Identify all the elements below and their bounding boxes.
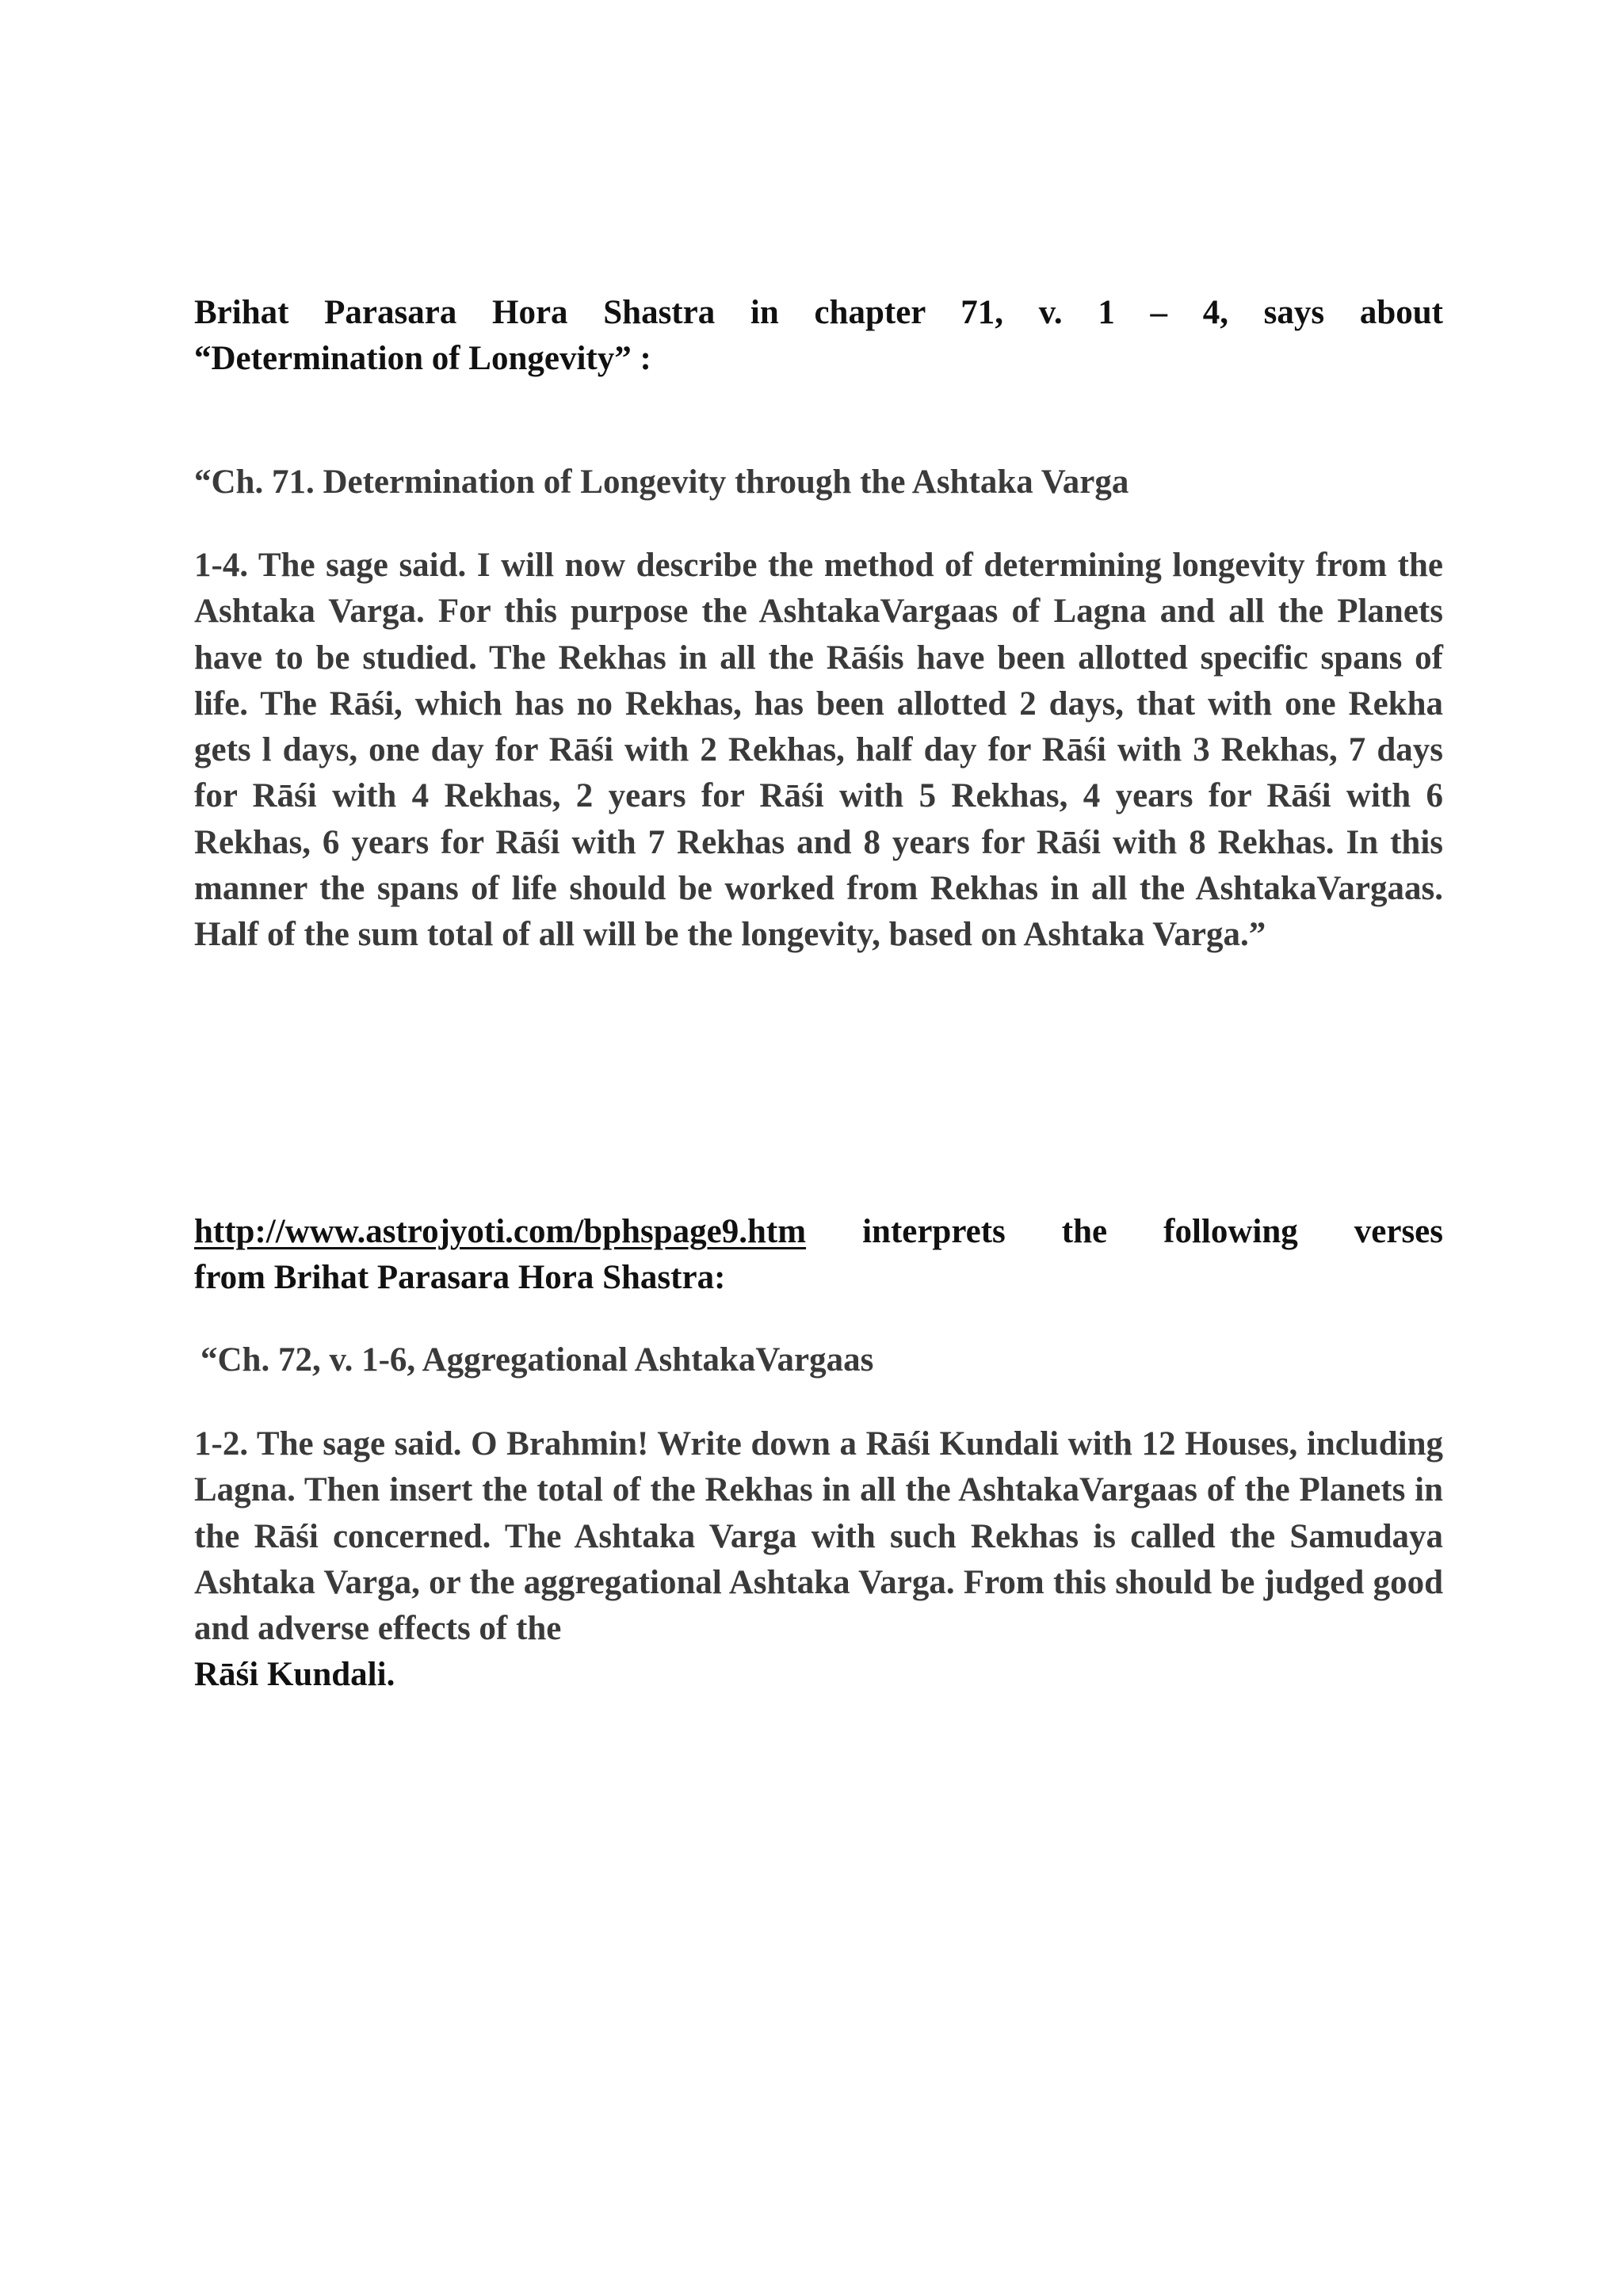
source-line-1-rest: interprets the following verses [862, 1213, 1443, 1250]
chapter-72-verse-end: Rāśi Kundali. [194, 1656, 395, 1694]
source-line-1 [194, 1209, 1443, 1255]
chapter-71-verse: 1-4. The sage said. I will now describe the method of determining longevity from the Ashtaka Varga. For this purpose the AshtakaVargaas of Lagna and all the Planets have to be studied. The Rekhas in all the Rāśis have been allotted specific spans of life. The Rāśi, which has no Rekhas, has been allotted 2 days, that with one Rekha gets l days, one day for Rāśi with 2 Rekhas, half day for Rāśi with 3 Rekhas, 7 days for Rāśi with 4 Rekhas, 2 years for Rāśi with 5 Rekhas, 4 years for Rāśi with 6 Rekhas, 6 years for Rāśi with 7 Rekhas and 8 years for Rāśi with 8 Rekhas. In this manner the spans of life should be worked from Rekhas in all the AshtakaVargaas. Half of the sum total of all will be the longevity, based on Ashtaka Varga.” [194, 547, 1443, 954]
source-link[interactable]: http://www.astrojyoti.com/bphspage9.htm [194, 1213, 807, 1250]
chapter-72-verse-text: 1-2. The sage said. O Brahmin! Write down a Rāśi Kundali with 12 Houses, including Lagna. Then insert the total of the Rekhas in all the AshtakaVargaas of the Planets in the Rāśi concerned. The Ashtaka Varga with such Rekhas is called the Samudaya Ashtaka Varga, or the aggregational Ashtaka Varga. From this should be judged good and adverse effects of the [194, 1425, 1443, 1648]
intro-line-2: “Determination of Longevity” : [194, 340, 651, 378]
source-paragraph [194, 1209, 1443, 1301]
chapter-71-heading: “Ch. 71. Determination of Longevity through the Ashtaka Varga [194, 463, 1129, 501]
intro-paragraph [194, 290, 1443, 383]
chapter-72-heading: “Ch. 72, v. 1-6, Aggregational AshtakaVargaas [200, 1341, 874, 1379]
source-line-2: from Brihat Parasara Hora Shastra: [194, 1259, 726, 1296]
chapter-72-verse [194, 1421, 1443, 1699]
document-page [194, 0, 1443, 2296]
intro-line-1: Brihat Parasara Hora Shastra in chapter 71, v. 1 – 4, says about [194, 294, 1443, 331]
